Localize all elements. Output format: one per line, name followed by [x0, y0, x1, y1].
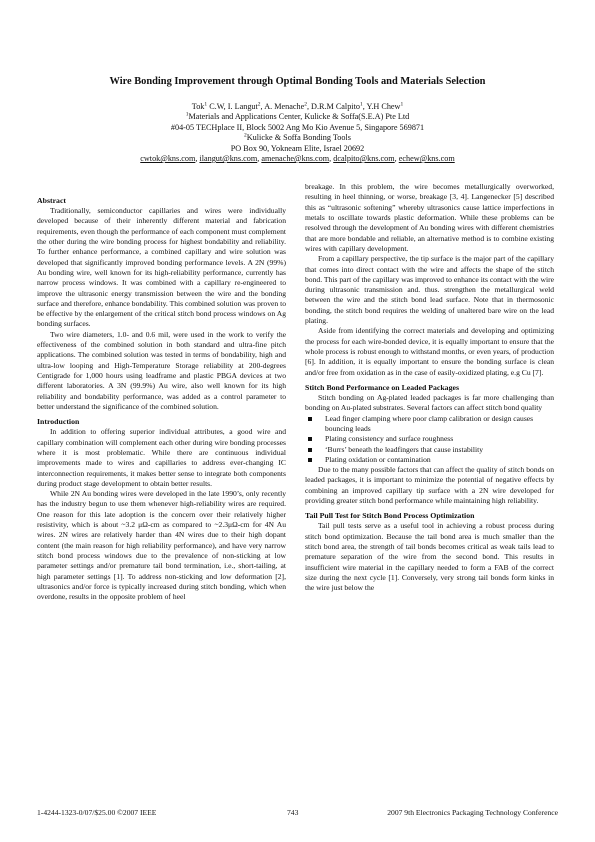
page-number: 743: [287, 808, 299, 817]
affiliation-1-address: #04-05 TECHplace II, Block 5002 Ang Mo Kio Avenue 5, Singapore 569871: [170, 122, 425, 132]
author-emails: cwtok@kns.com, ilangut@kns.com, amenache@kns.com, dcalpito@kns.com, echew@kns.com: [140, 154, 455, 164]
affiliation-2-address: PO Box 90, Yokneam Elite, Israel 20692: [230, 143, 365, 153]
stitch-bond-heading: Stitch Bond Performance on Leaded Packages: [305, 382, 459, 392]
author-names: Tok$^1$ C.W, I. Langut$^2$, A. Menache$^2$, D.R.M Calpito$^1$, Y.H Chew$^1$: [191, 101, 404, 111]
author-block: [0, 102, 595, 164]
factor-list: [305, 414, 554, 466]
abstract-paragraph: Two wire diameters, 1.0- and 0.6 mil, were used in the work to verify the effectiveness of the combined solution in both standard and ultra-fine pitch applications. The combined solution was tested in terms of bondability, high and ultra-low looping and High-Temperature Storage reliability at 200-degrees Centigrade for 1,000 hours using leadframe and plastic PBGA devices at two different laboratories. A 3N (99.9%) Au wire, also well known for its high reliability and bondability performance, was added as a control parameter to better understand the significance of the combined solution.: [37, 329, 286, 411]
affiliation-1: $^1$Materials and Applications Center, Kulicke & Soffa(S.E.A) Pte Ltd: [185, 111, 410, 122]
bullet-icon: [308, 458, 312, 462]
email-link[interactable]: cwtok@kns.com: [140, 154, 196, 164]
body-paragraph: Due to the many possible factors that can affect the quality of stitch bonds on leaded packages, it is important to minimize the potential of negative effects by combining an improved capillary tip surface with a 2N wire developed for providing greater stitch bond performance while maintaining high reliability.: [305, 465, 554, 506]
list-item: Plating consistency and surface roughness: [305, 434, 554, 444]
list-item: Lead finger clamping where poor clamp calibration or design causes bouncing leads: [305, 414, 554, 435]
email-link[interactable]: amenache@kns.com: [261, 154, 330, 164]
footer-copyright: 1-4244-1323-0/07/$25.00 ©2007 IEEE: [37, 808, 157, 817]
body-paragraph: Stitch bonding on Ag-plated leaded packages is far more challenging than bonding on Au-plated substrates. Several factors can affect stitch bond quality: [305, 392, 554, 413]
body-paragraph: breakage. In this problem, the wire becomes metallurgically overworked, resulting in heel thinning, or worse, breakage [3, 4]. Langenecker [5] described this as “ultrasonic softening” whereby ultrasonics cause lattice imperfections in metals to oscillate towards plastic deformation. While these problems can be resolved through the development of Au bonding wires with different chemistries that are more bondable and reliable, an alternative method is to combine existing wires with capillary development.: [305, 182, 554, 253]
abstract-heading: Abstract: [37, 196, 67, 205]
affiliation-2: $^2$Kulicke & Soffa Bonding Tools: [244, 132, 351, 143]
tail-pull-heading: Tail Pull Test for Stitch Bond Process Optimization: [305, 511, 475, 521]
list-item: Plating oxidation or contamination: [305, 455, 554, 465]
list-item: ‘Burrs’ beneath the leadfingers that cause instability: [305, 445, 554, 455]
footer-conference: 2007 9th Electronics Packaging Technology Conference: [387, 808, 558, 817]
left-column: [37, 195, 286, 603]
introduction-heading: Introduction: [37, 417, 80, 427]
body-paragraph: Tail pull tests serve as a useful tool in achieving a robust process during stitch bond optimization. Because the tail bond area is much smaller than the stitch bond area, the strength of tail bonds becomes critical as weak tails lead to premature separation of the wire from the second bond. This results in insufficient wire material in the capillary needed to form a FAB of the correct size during the next cycle [1]. Conversely, very strong tail bonds form kinks in the wire just below the: [305, 521, 554, 593]
bullet-icon: [308, 437, 312, 441]
right-column: [305, 182, 554, 594]
bullet-icon: [308, 417, 312, 421]
abstract-paragraph: Traditionally, semiconductor capillaries and wires were individually developed because of their inherently different material and fabrication requirements, even though the performance of each component must complement the other during the wire bonding process for highest bondability and reliability. To further enhance performance, a combined capillary and wire solution was developed that significantly improved bonding performance levels. A 2N (99%) Au bonding wire, well known for its high-reliability performance, currently has narrow process windows. It was combined with a capillary re-engineered to improve the ultrasonic energy transmission between the wire and the bonding surface and therefore, enhance bondability. This combined solution was proven to be effective by the enlargement of the critical stitch bond process windows on Ag bonding surfaces.: [37, 206, 286, 329]
email-link[interactable]: dcalpito@kns.com: [333, 154, 395, 164]
body-paragraph: From a capillary perspective, the tip surface is the major part of the capillary that comes into direct contact with the wire and affects the shape of the stitch bond. This part of the capillary was improved to enhance its contact with the wire during ultrasonic transmission and. thus. strengthen the metallurgical weld between the wire and the stitch bond lead surface. Note that in thermosonic bonding, the stitch bond requires the welding of unaltered bare wire on the lead plating.: [305, 254, 554, 326]
introduction-paragraph: In addition to offering superior individual attributes, a good wire and capillary combination will complement each other during wire bonding processes where it is most problematic. While there are continuous individual improvements made to wires and capillaries to address ever-changing IC interconnection requirements, it makes better sense to integrate both components during product stage development to obtain better results.: [37, 427, 286, 488]
paper-title: Wire Bonding Improvement through Optimal Bonding Tools and Materials Selection: [109, 76, 486, 87]
bullet-icon: [308, 448, 312, 452]
email-link[interactable]: ilangut@kns.com: [199, 154, 258, 164]
email-link[interactable]: echew@kns.com: [398, 154, 455, 164]
introduction-paragraph: While 2N Au bonding wires were developed in the late 1990’s, only recently has the industry begun to use them whenever high-reliability wires are required. One reason for this late adoption is the concern over their relatively higher resistivity, which is about ~3.2 μΩ-cm as compared to ~2.3μΩ-cm for 4N Au wires. 2N wires are relatively harder than 4N wires due to their high dopant content (the main reason for high reliability performance), and have very narrow stitch bond process windows due to the prevalence of non-sticking at low parameter settings and/or premature tail bond termination, i.e., short-tailing, at high parameter settings [1]. To address non-sticking and low deformation [2], ultrasonics and/or force is typically increased during stitch bonding, which when overdone, results in the opposite problem of heel: [37, 489, 286, 602]
body-paragraph: Aside from identifying the correct materials and developing and optimizing the process for each wire-bonded device, it is equally important to ensure that the whole process is robust enough to withstand months, or even years, of production [6]. In addition, it is equally important to ensure the bonding surface is clean and/or free from oxidation as in the case of easily-oxidized plating, e.g Cu [7].: [305, 326, 554, 377]
